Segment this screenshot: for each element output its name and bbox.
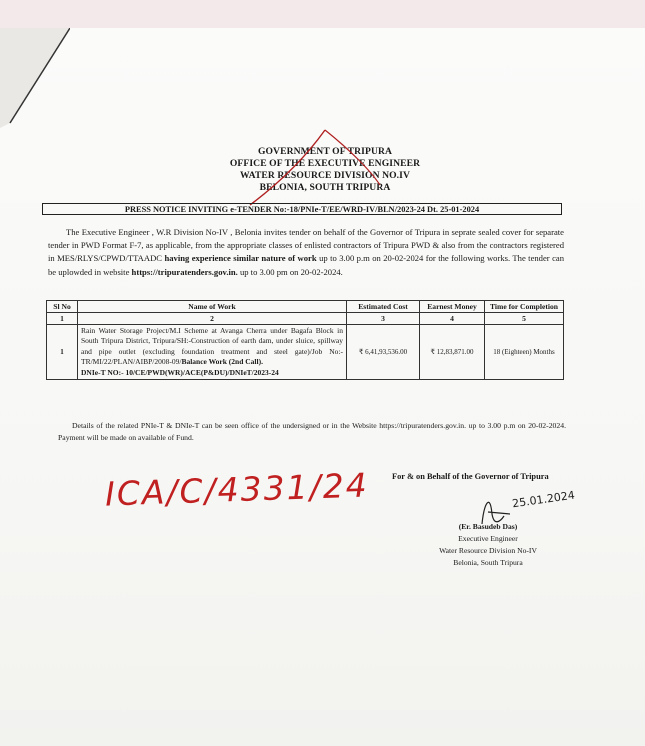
col-time-for-completion: Time for Completion bbox=[485, 301, 564, 313]
row-sl-no: 1 bbox=[47, 325, 78, 380]
col-name-of-work: Name of Work bbox=[78, 301, 347, 313]
header-office: OFFICE OF THE EXECUTIVE ENGINEER bbox=[229, 158, 421, 169]
press-notice-title: PRESS NOTICE INVITING e-TENDER No:-18/PNIe-T/EE/WRD-IV/BLN/2023-24 Dt. 25-01-2024 bbox=[42, 203, 562, 215]
work-text: Rain Water Storage Project/M.I Scheme at Avanga Cherra under Bagafa Block in South Tripura District, Tripura/SH:-Construction of earth dam, under sluice, spillway and pipe outlet (excluding foundation treatment and steel gate)/Job No:-TR/MI/22/PLAN/AIBP/2008-09/ bbox=[81, 326, 343, 367]
col-number: 5 bbox=[485, 313, 564, 325]
col-estimated-cost: Estimated Cost bbox=[347, 301, 420, 313]
signatory-designation: Executive Engineer bbox=[458, 534, 518, 543]
details-text: Details of the related PNIe-T & DNIe-T can be seen office of the undersigned or in the Website https://tripuratenders.gov.in. up to 3.00 p.m on 20-02-2024. Payment will be made on available of Fund. bbox=[58, 421, 566, 442]
row-work-description bbox=[78, 325, 347, 380]
header-location: BELONIA, SOUTH TRIPURA bbox=[259, 182, 391, 193]
top-band bbox=[0, 0, 645, 28]
table-number-row bbox=[47, 313, 564, 325]
handwritten-reference: ICA/C/4331/24 bbox=[104, 465, 370, 514]
body-text-1: The Executive Engineer , W.R Division No-IV , Belonia invites tender on behalf of the Governor of Tripura in seprate sealed cover for separate tender in PWD Format F-7, as applicable, from the appropriate classes of enlisted contractors of Tripura PWD & also from the contractors registered in MES/RLYS/CPWD/TTAADC bbox=[48, 227, 564, 264]
dnit-number: DNIe-T NO:- 10/CE/PWD(WR)/ACE(P&DU)/DNIeT/2023-24 bbox=[81, 367, 279, 377]
col-number: 1 bbox=[47, 313, 78, 325]
signatory-division: Water Resource Division No-IV bbox=[439, 546, 537, 555]
red-pen-mark bbox=[230, 120, 400, 210]
works-table bbox=[46, 300, 564, 380]
signatory-place: Belonia, South Tripura bbox=[453, 558, 523, 567]
row-time-for-completion: 18 (Eighteen) Months bbox=[485, 325, 564, 380]
row-estimated-cost: ₹ 6,41,93,536.00 bbox=[347, 325, 420, 380]
details-paragraph bbox=[58, 420, 566, 444]
col-sl-no: Sl No bbox=[47, 301, 78, 313]
col-number: 3 bbox=[347, 313, 420, 325]
signatory-name: (Er. Basudeb Das) bbox=[458, 522, 518, 531]
body-text-3: up to 3.00 pm on 20-02-2024. bbox=[239, 266, 343, 277]
body-text-2: up to 3.00 p.m on 20-02-2024 for the following works. The tender can be uplowded in website bbox=[48, 253, 565, 277]
table-row bbox=[47, 325, 564, 380]
tender-body-paragraph bbox=[48, 226, 564, 279]
table-header-row bbox=[47, 301, 564, 313]
col-earnest-money: Earnest Money bbox=[420, 301, 485, 313]
col-number: 2 bbox=[78, 313, 347, 325]
body-bold-text: having experience similar nature of work bbox=[164, 253, 317, 264]
for-behalf-line: For & on Behalf of the Governor of Tripura bbox=[392, 472, 549, 481]
website-link[interactable]: https://tripuratenders.gov.in. bbox=[131, 266, 238, 277]
header-government: GOVERNMENT OF TRIPURA bbox=[257, 146, 393, 157]
signature-date: 25.01.2024 bbox=[511, 488, 576, 511]
header-division: WATER RESOURCE DIVISION NO.IV bbox=[239, 170, 411, 181]
row-earnest-money: ₹ 12,83,871.00 bbox=[420, 325, 485, 380]
work-bold-text: Balance Work (2nd Call). bbox=[181, 357, 263, 367]
page-fold-edge bbox=[0, 28, 70, 128]
col-number: 4 bbox=[420, 313, 485, 325]
